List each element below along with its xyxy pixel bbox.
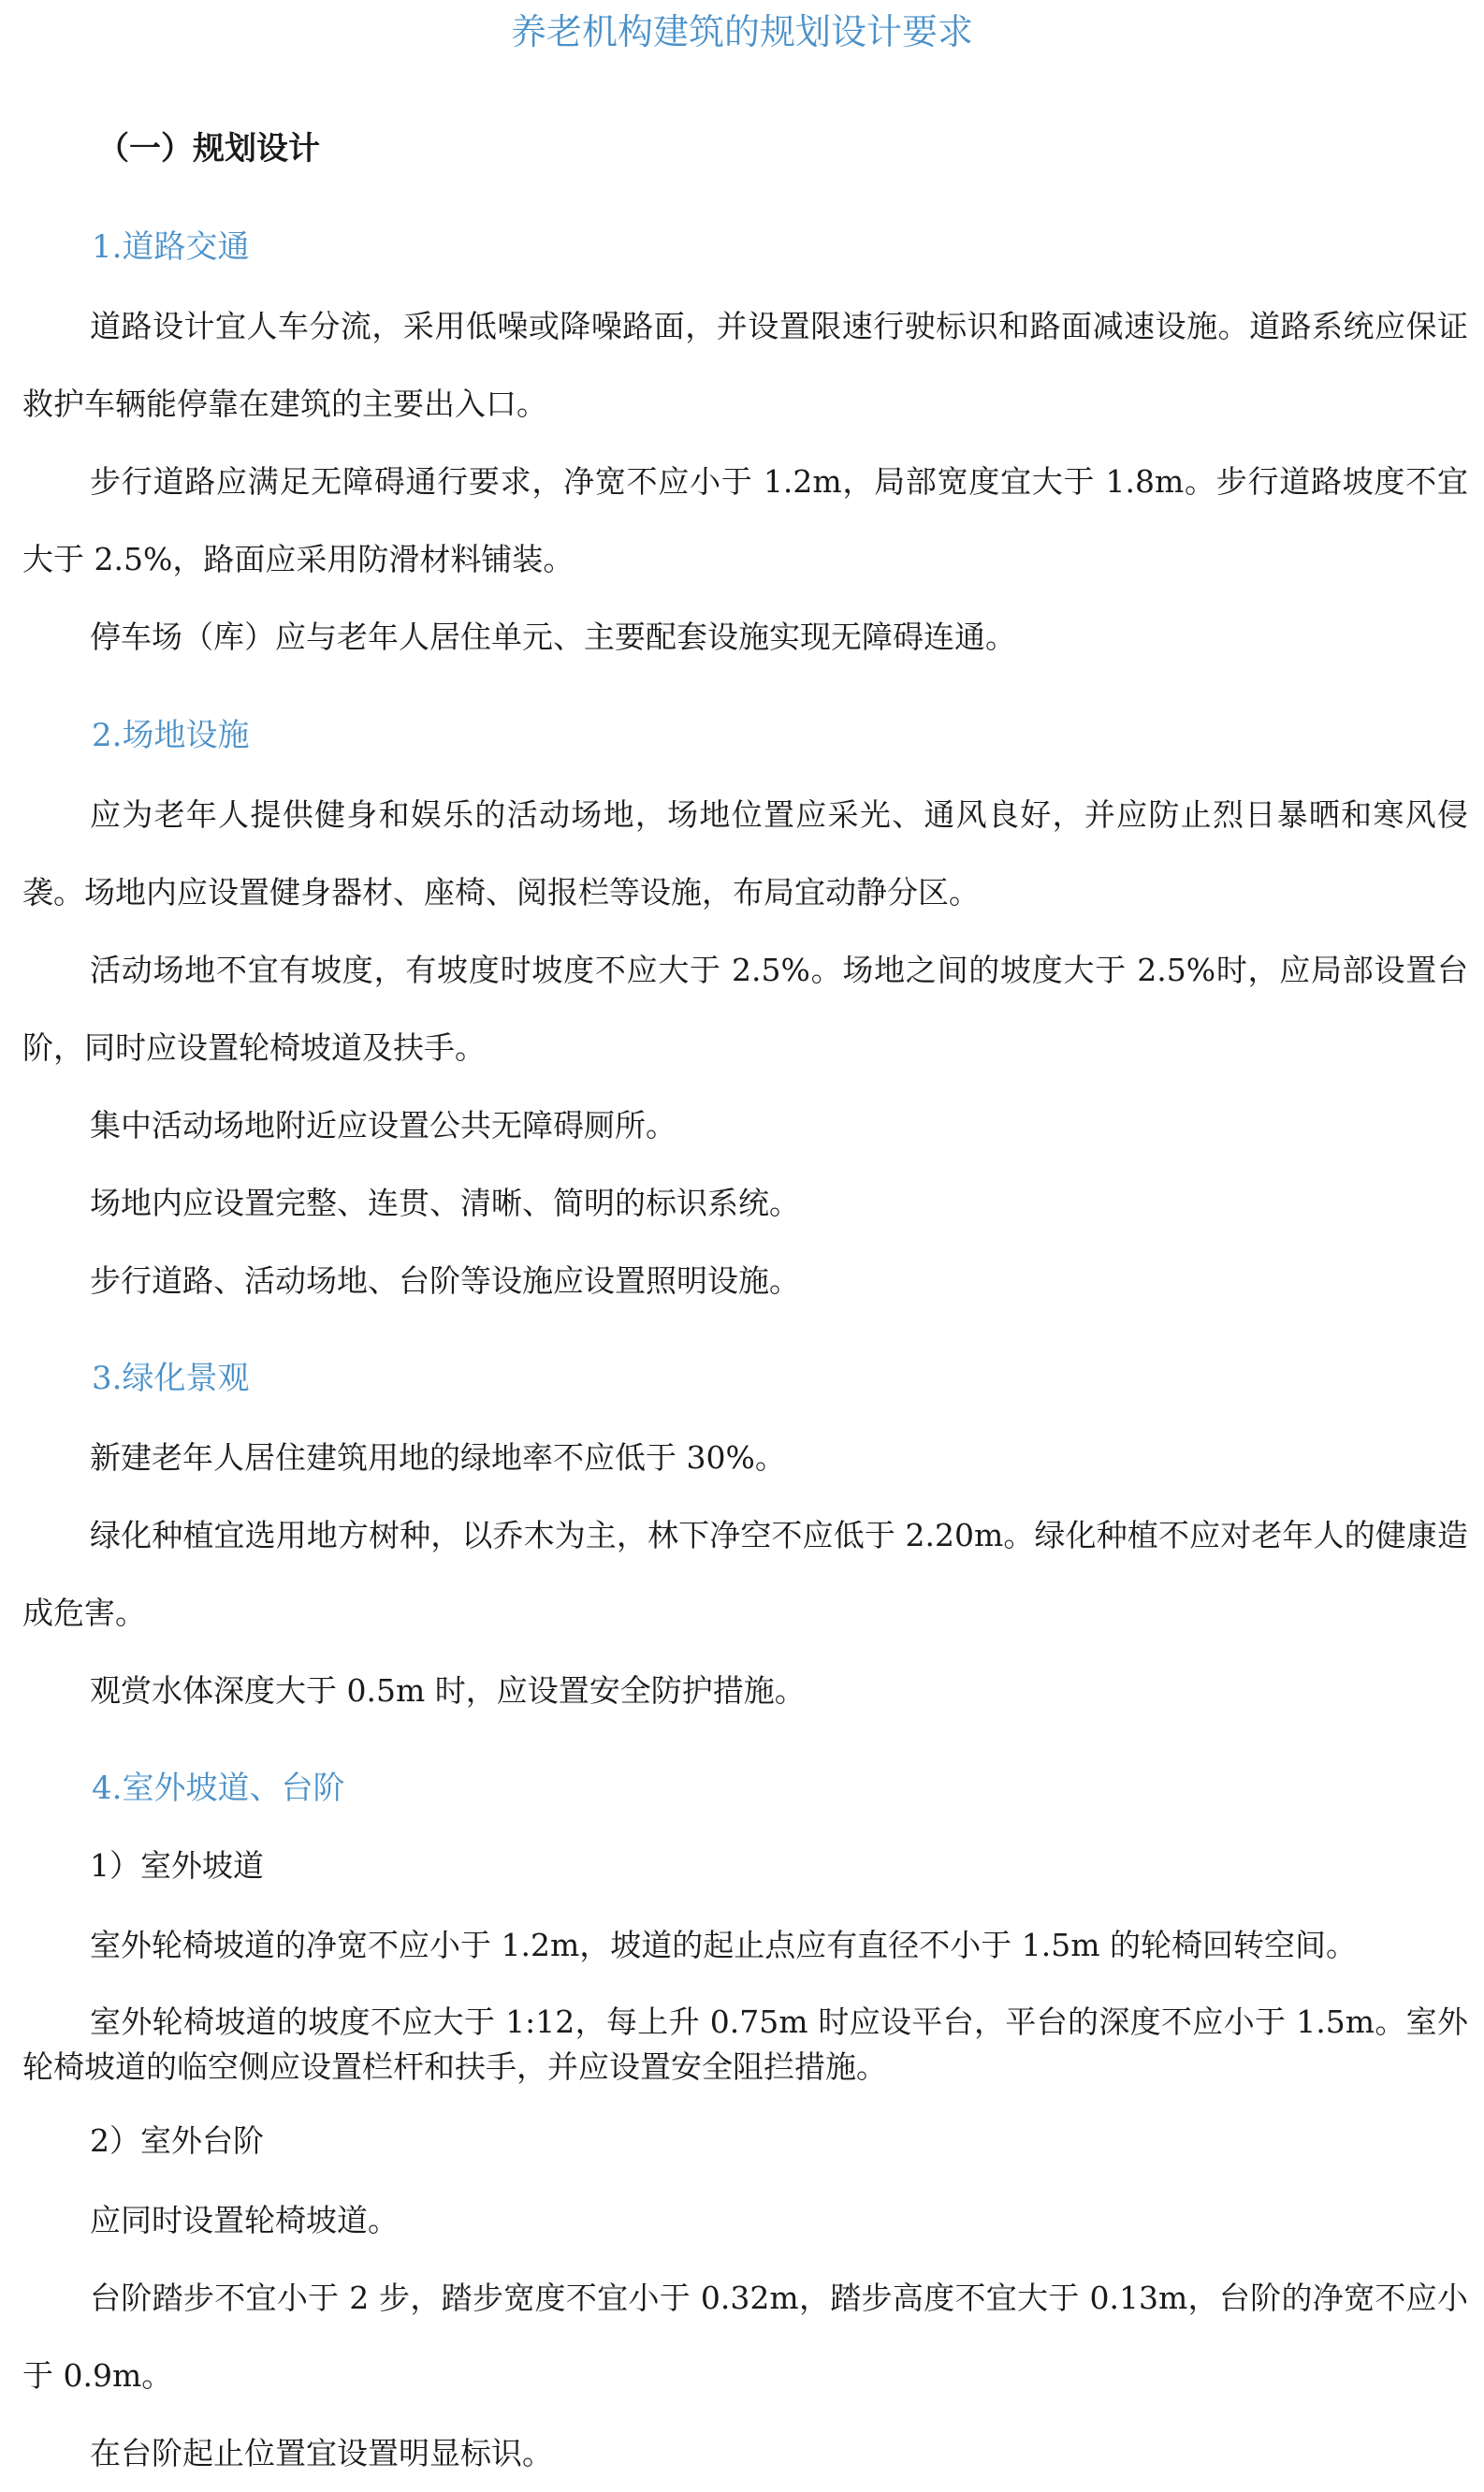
paragraph-steps-3: 在台阶起止位置宜设置明显标识。 (90, 2435, 553, 2471)
item-heading-outdoor-steps: 2）室外台阶 (90, 2122, 264, 2159)
paragraph-site-2: 活动场地不宜有坡度，有坡度时坡度不应大于 2.5%。场地之间的坡度大于 2.5%时，应局部设置台阶，同时应设置轮椅坡道及扶手。 (22, 952, 1468, 1066)
paragraph-ramp-1: 室外轮椅坡道的净宽不应小于 1.2m，坡道的起止点应有直径不小于 1.5m 的轮椅回转空间。 (90, 1927, 1358, 1963)
paragraph-site-1: 应为老年人提供健身和娱乐的活动场地，场地位置应采光、通风良好，并应防止烈日暴晒和寒风侵袭。场地内应设置健身器材、座椅、阅报栏等设施，布局宜动静分区。 (22, 796, 1468, 911)
paragraph-greening-3: 观赏水体深度大于 0.5m 时，应设置安全防护措施。 (90, 1672, 806, 1709)
paragraph-roads-2: 步行道路应满足无障碍通行要求，净宽不应小于 1.2m，局部宽度宜大于 1.8m。步行道路坡度不宜大于 2.5%，路面应采用防滑材料铺装。 (22, 463, 1468, 577)
paragraph-greening-2: 绿化种植宜选用地方树种，以乔木为主，林下净空不应低于 2.20m。绿化种植不应对老年人的健康造成危害。 (22, 1517, 1468, 1631)
paragraph-steps-2: 台阶踏步不宜小于 2 步，踏步宽度不宜小于 0.32m，踏步高度不宜大于 0.13m，台阶的净宽不应小于 0.9m。 (22, 2280, 1468, 2394)
subsection-heading-site: 2.场地设施 (92, 717, 250, 754)
paragraph-site-5: 步行道路、活动场地、台阶等设施应设置照明设施。 (90, 1262, 800, 1299)
paragraph-greening-1: 新建老年人居住建筑用地的绿地率不应低于 30%。 (90, 1439, 786, 1476)
subsection-heading-roads: 1.道路交通 (92, 228, 250, 266)
section-heading-planning: （一）规划设计 (97, 130, 320, 168)
paragraph-steps-1: 应同时设置轮椅坡道。 (90, 2202, 399, 2238)
page-title: 养老机构建筑的规划设计要求 (510, 11, 973, 52)
paragraph-roads-3: 停车场（库）应与老年人居住单元、主要配套设施实现无障碍连通。 (90, 619, 1016, 655)
subsection-heading-greening: 3.绿化景观 (92, 1360, 250, 1397)
paragraph-site-4: 场地内应设置完整、连贯、清晰、简明的标识系统。 (90, 1185, 800, 1221)
subsection-heading-ramps-steps: 4.室外坡道、台阶 (92, 1770, 345, 1807)
item-heading-outdoor-ramp: 1）室外坡道 (90, 1847, 264, 1884)
paragraph-site-3: 集中活动场地附近应设置公共无障碍厕所。 (90, 1107, 677, 1144)
paragraph-roads-1: 道路设计宜人车分流，采用低噪或降噪路面，并设置限速行驶标识和路面减速设施。道路系统应保证救护车辆能停靠在建筑的主要出入口。 (22, 308, 1468, 422)
paragraph-ramp-2: 室外轮椅坡道的坡度不应大于 1:12，每上升 0.75m 时应设平台，平台的深度不应小于 1.5m。室外轮椅坡道的临空侧应设置栏杆和扶手，并应设置安全阻拦措施。 (22, 2004, 1468, 2085)
